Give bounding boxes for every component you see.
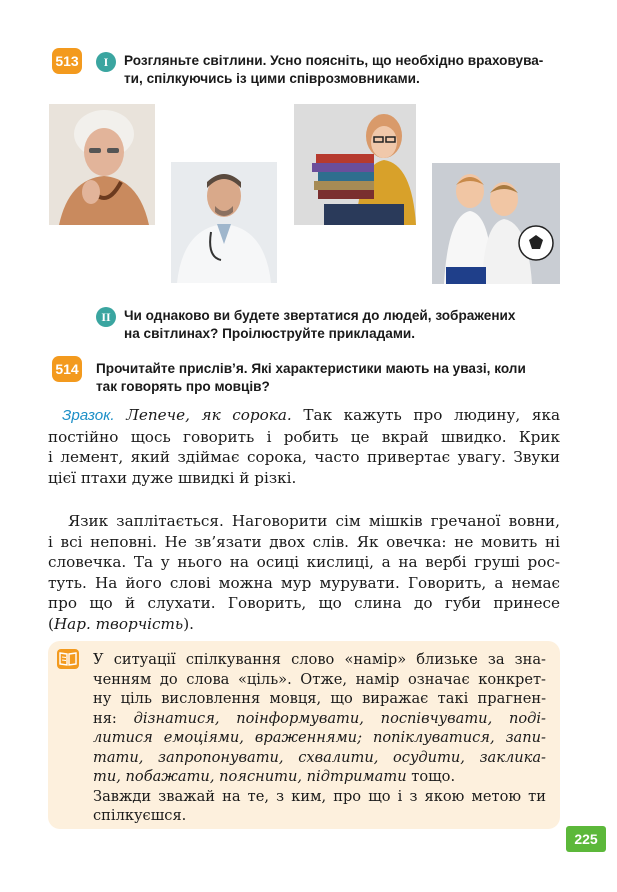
proverb-line: туть. На його слові можна мур мурувати. Говорить, а немає (48, 573, 560, 592)
task-number-badge: 514 (52, 356, 82, 382)
note-line: спілкуєшся. (93, 807, 187, 824)
proverbs-paragraph (48, 511, 560, 634)
sample-label: Зразок. (62, 407, 115, 424)
proverb-source: Нар. творчість (53, 614, 184, 633)
note-line: Завжди зважай на те, з ким, про що і з якою метою ти (93, 787, 546, 805)
note-line: тати, запропонувати, схвалити, осудити, заклика- (93, 748, 546, 766)
page-number: 225 (566, 826, 606, 852)
photo-woman-with-books (294, 104, 416, 225)
source-paren: ( (48, 614, 54, 633)
instruction-line: Прочитайте прислів’я. Які характеристики мають на увазі, коли (96, 361, 526, 376)
instruction-line: на світлинах? Проілюструйте прикладами. (124, 326, 416, 341)
sample-text: Так кажуть про людину, яка (303, 406, 561, 424)
note-line (93, 709, 546, 729)
photo-elderly-woman (49, 104, 155, 225)
note-line: литися емоціями, враженнями; попіклуватися, запи- (93, 729, 546, 746)
photo-doctor (171, 162, 277, 283)
instruction-line: Розгляньте світлини. Усно поясніть, що необхідно враховува- (124, 53, 544, 68)
sample-line: і лемент, який здіймає сорока, часто привертає увагу. Звуки (48, 448, 560, 466)
proverb-line (48, 511, 560, 532)
task-513-instruction (124, 52, 560, 88)
instruction-line: Чи однаково ви будете звертатися до людей, зображених (124, 308, 516, 323)
proverb-line: про що й слухати. Говорить, що слина до губи принесе (48, 594, 560, 612)
sample-paragraph (48, 405, 560, 488)
note-text-part: тощо. (406, 768, 456, 785)
sample-line: цієї птахи дуже швидкі й різкі. (48, 468, 297, 487)
note-text (93, 650, 546, 826)
proverb-source-line (48, 614, 560, 635)
task-513-part-two (124, 307, 560, 343)
note-line: У ситуації спілкування слово «намір» близьке за зна- (93, 651, 546, 668)
note-text-part: ня: (93, 709, 134, 727)
note-line: ну ціль висловлення мовця, що виражає такі прагнен- (93, 690, 546, 707)
part-one-marker: I (96, 52, 116, 72)
note-italic-part: ти, побажати, пояснити, підтримати (93, 768, 407, 785)
book-note-icon (57, 649, 79, 669)
photo-two-boys-with-ball (432, 163, 560, 284)
note-italic-part: дізнатися, поінформувати, поспівчувати, поді- (133, 709, 546, 727)
note-line: ченням до слова «ціль». Отже, намір означає конкрет- (93, 670, 546, 688)
source-paren: ). (183, 614, 194, 633)
proverb-line: і всі неповні. Не зв’язати двох слів. Як овечка: не мовить ні (48, 532, 560, 551)
note-line (93, 767, 546, 787)
task-514-instruction (96, 360, 560, 396)
instruction-line: ти, спілкуючись із цими співрозмовниками. (124, 71, 420, 86)
task-number-badge: 513 (52, 48, 82, 74)
instruction-line: так говорять про мовців? (96, 379, 270, 394)
sample-proverb: Лепече, як сорока. (126, 406, 292, 424)
proverb-text: Язик заплітається. Наговорити сім мішків гречаної вовни, (68, 512, 560, 530)
sample-line: постійно щось говорить і робить це вкрай швидко. Крик (48, 427, 560, 446)
proverb-line: словечка. Та у нього на осиці кислиці, а на вербі груші рос- (48, 553, 560, 571)
sample-line (48, 405, 560, 427)
part-two-marker: II (96, 307, 116, 327)
